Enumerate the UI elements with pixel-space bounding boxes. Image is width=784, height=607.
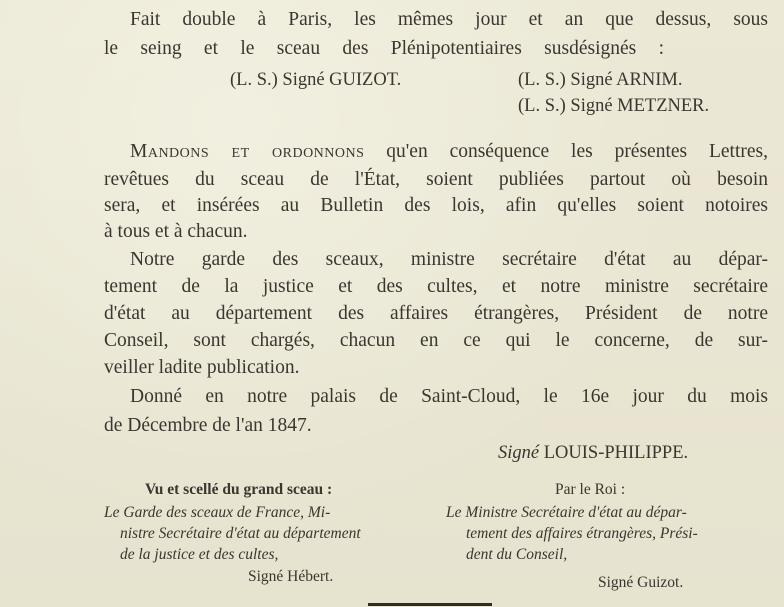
paragraph-3-line-4: Conseil, sont chargés, chacun en ce qui le concerne, de sur- [104, 330, 768, 351]
paragraph-2-line-4: à tous et à chacun. [104, 221, 248, 242]
paragraph-1-line-1: Fait double à Paris, les mêmes jour et an que dessus, sous [130, 9, 768, 30]
paragraph-3-line-1: Notre garde des sceaux, ministre secrétaire d'état au dépar- [130, 249, 768, 270]
paragraph-3-line-2: tement de la justice et des cultes, et notre ministre secrétaire [104, 276, 768, 297]
left-column-heading: Vu et scellé du grand sceau : [145, 481, 333, 498]
right-column-line-2: tement des affaires étrangères, Prési- [466, 525, 698, 542]
signature-guizot: (L. S.) Signé GUIZOT. [230, 70, 402, 90]
paragraph-3-line-3: d'état au département des affaires étrangères, Président de notre [104, 303, 768, 324]
right-column-heading: Par le Roi : [555, 481, 626, 498]
paragraph-2-line-1-rest: qu'en conséquence les présentes Lettres, [386, 141, 768, 162]
paragraph-3-line-5: veiller ladite publication. [104, 357, 300, 378]
paragraph-2-line-1 [104, 140, 768, 163]
royal-name: LOUIS-PHILIPPE. [543, 443, 689, 463]
left-column-line-2: nistre Secrétaire d'état au département [120, 525, 361, 542]
royal-signe-word: Signé [498, 443, 540, 463]
paragraph-2-line-3: sera, et insérées au Bulletin des lois, afin qu'elles soient notoires [104, 195, 768, 216]
paragraph-2-line-2: revêtues du sceau de l'État, soient publiées partout où besoin [104, 169, 768, 190]
right-column-signed: Signé Guizot. [598, 574, 684, 591]
right-column-line-3: dent du Conseil, [466, 546, 568, 563]
left-column-line-3: de la justice et des cultes, [120, 546, 279, 563]
paragraph-4-line-1: Donné en notre palais de Saint-Cloud, le 16e jour du mois [130, 386, 768, 407]
royal-signature [498, 443, 688, 464]
signature-arnim: (L. S.) Signé ARNIM. [518, 70, 683, 90]
mandons-lead: Mandons et ordonnons [130, 141, 365, 162]
left-column-line-1: Le Garde des sceaux de France, Mi- [104, 504, 331, 521]
page-edge-rule [368, 603, 492, 606]
paragraph-1-line-2: le seing et le sceau des Plénipotentiaires susdésignés : [104, 38, 664, 59]
paragraph-4-line-2: de Décembre de l'an 1847. [104, 415, 312, 436]
right-column-line-1: Le Ministre Secrétaire d'état au dépar- [446, 504, 687, 521]
signature-metzner: (L. S.) Signé METZNER. [518, 96, 710, 116]
left-column-signed: Signé Hébert. [248, 568, 334, 585]
